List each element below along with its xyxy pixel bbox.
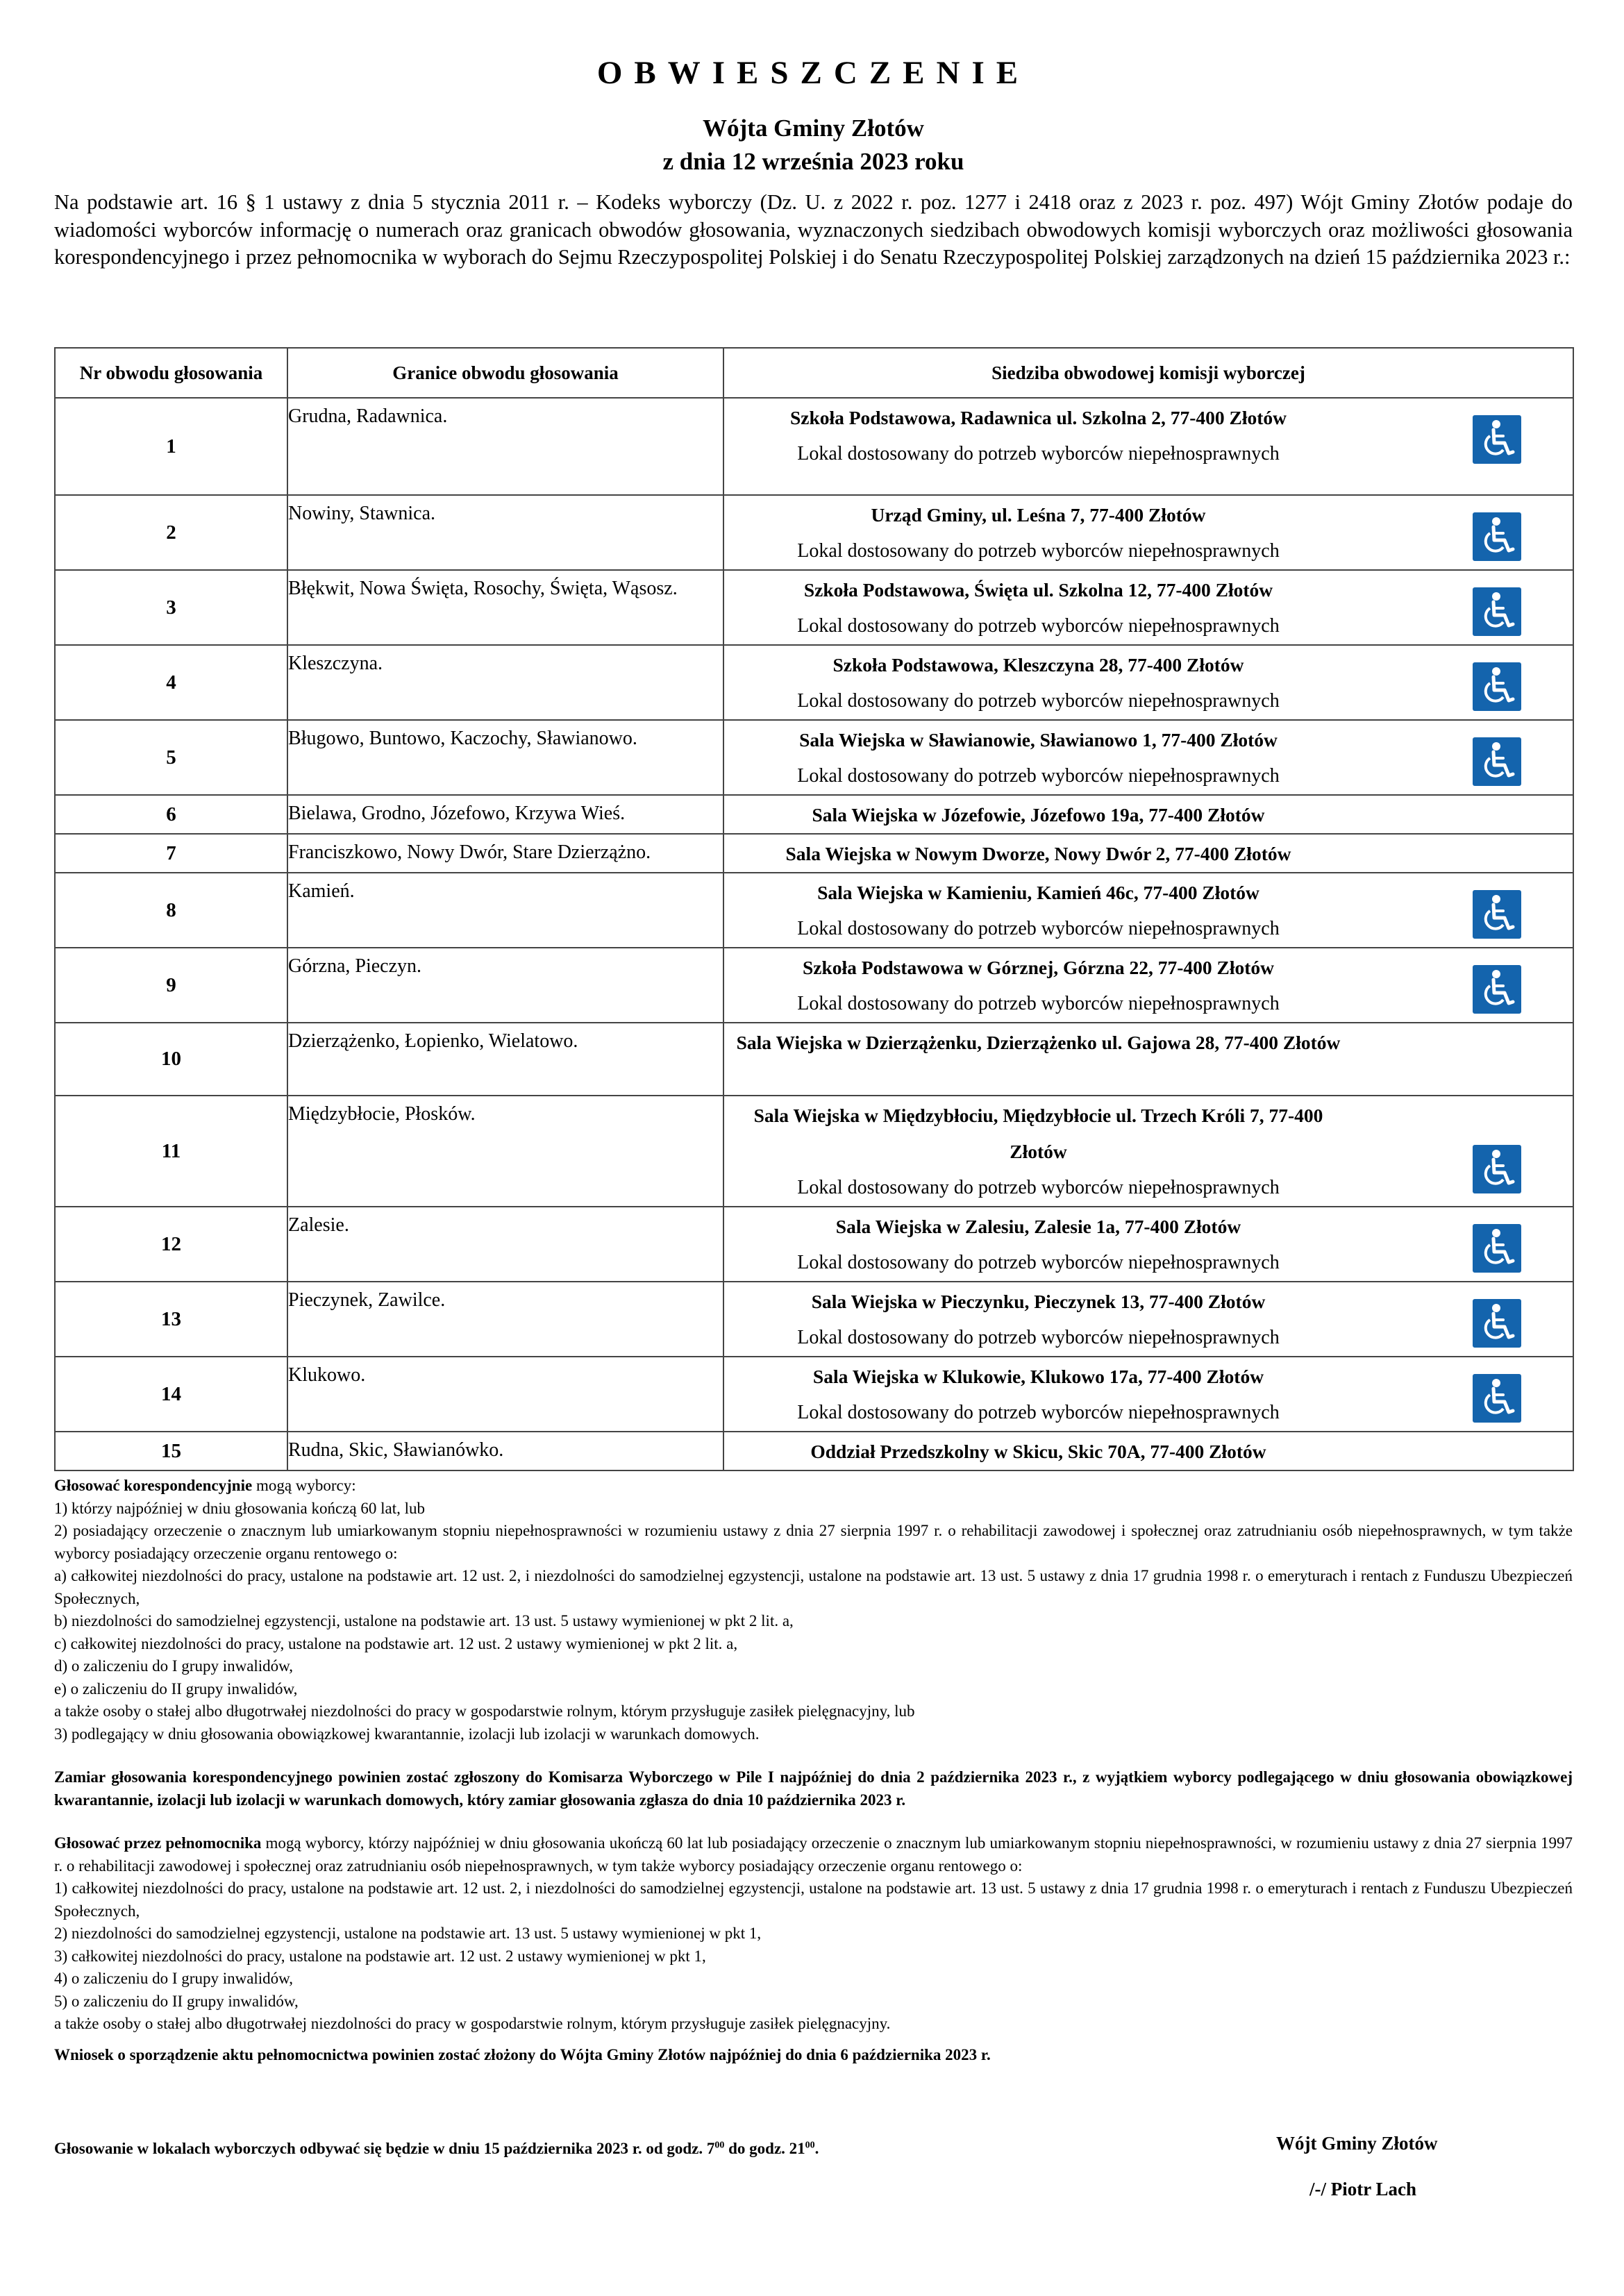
- list-item: 5) o zaliczeniu do II grupy inwalidów,: [54, 1992, 299, 2010]
- boundaries-text: Nowiny, Stawnica.: [288, 503, 436, 524]
- boundaries-text: Dzierzążenko, Łopienko, Wielatowo.: [288, 1030, 578, 1052]
- boundaries-text: Kamień.: [288, 880, 355, 902]
- district-boundaries: [287, 795, 723, 834]
- commission-seat: [723, 873, 1573, 948]
- accessibility-note: Lokal dostosowany do potrzeb wyborców niepełnosprawnych: [797, 765, 1280, 787]
- boundaries-text: Pieczynek, Zawilce.: [288, 1289, 446, 1311]
- district-number: 2: [55, 495, 287, 570]
- table-row: [55, 873, 1573, 948]
- voting-hours: Głosowanie w lokalach wyborczych odbywać się będzie w dniu 15 października 2023 r. od godz. $7^{00}$ do godz. $21^{00}$.: [54, 2140, 819, 2157]
- korespondencyjne-lead: Głosować korespondencyjnie mogą wyborcy:: [54, 1477, 356, 1494]
- header-nr: Nr obwodu głosowania: [55, 348, 287, 398]
- district-boundaries: [287, 645, 723, 720]
- wheelchair-icon: [1473, 1224, 1521, 1273]
- accessibility-note: Lokal dostosowany do potrzeb wyborców niepełnosprawnych: [797, 443, 1280, 464]
- seat-address: Sala Wiejska w Zalesiu, Zalesie 1a, 77-400 Złotów: [835, 1216, 1241, 1237]
- district-boundaries: [287, 1432, 723, 1470]
- table-row: [55, 1282, 1573, 1357]
- boundaries-text: Klukowo.: [288, 1364, 366, 1386]
- list-item: 3) podlegający w dniu głosowania obowiązkowej kwarantannie, izolacji lub izolacji w warunkach domowych.: [54, 1725, 760, 1743]
- list-item: d) o zaliczeniu do I grupy inwalidów,: [54, 1657, 294, 1675]
- district-boundaries: [287, 1357, 723, 1432]
- district-number: 10: [55, 1023, 287, 1096]
- accessibility-note: Lokal dostosowany do potrzeb wyborców niepełnosprawnych: [797, 540, 1280, 562]
- list-item: 2) niezdolności do samodzielnej egzystencji, ustalone na podstawie art. 13 ust. 5 ustawy wymienionej w pkt 1,: [54, 1925, 762, 1942]
- header-siedziba: Siedziba obwodowej komisji wyborczej: [723, 348, 1573, 398]
- wheelchair-icon: [1473, 512, 1521, 561]
- list-item: 4) o zaliczeniu do I grupy inwalidów,: [54, 1970, 294, 1987]
- district-number: 4: [55, 645, 287, 720]
- district-number: 15: [55, 1432, 287, 1470]
- document-title: OBWIESZCZENIE: [596, 55, 1030, 91]
- signature-title: Wójt Gminy Złotów: [1276, 2133, 1438, 2154]
- table-row: [55, 1096, 1573, 1207]
- seat-address: Sala Wiejska w Dzierzążenku, Dzierzążenko ul. Gajowa 28, 77-400 Złotów: [736, 1032, 1341, 1053]
- seat-address: Szkoła Podstawowa, Radawnica ul. Szkolna 2, 77-400 Złotów: [789, 407, 1287, 428]
- district-boundaries: [287, 1282, 723, 1357]
- commission-seat: [723, 1207, 1573, 1282]
- district-boundaries: [287, 570, 723, 645]
- commission-seat: [723, 948, 1573, 1023]
- accessibility-note: Lokal dostosowany do potrzeb wyborców niepełnosprawnych: [797, 993, 1280, 1014]
- boundaries-text: Kleszczyna.: [288, 653, 383, 674]
- seat-address: Urząd Gminy, ul. Leśna 7, 77-400 Złotów: [871, 504, 1206, 526]
- district-boundaries: [287, 398, 723, 495]
- seat-address: Sala Wiejska w Sławianowie, Sławianowo 1, 77-400 Złotów: [799, 729, 1278, 751]
- boundaries-text: Międzybłocie, Płosków.: [288, 1103, 476, 1125]
- boundaries-text: Górzna, Pieczyn.: [288, 955, 422, 977]
- district-number: 14: [55, 1357, 287, 1432]
- table-row: [55, 795, 1573, 834]
- seat-address: Sala Wiejska w Kamieniu, Kamień 46c, 77-400 Złotów: [817, 882, 1259, 903]
- list-item: 1) którzy najpóźniej w dniu głosowania kończą 60 lat, lub: [54, 1499, 425, 1517]
- commission-seat: [723, 1432, 1573, 1470]
- table-row: [55, 1023, 1573, 1096]
- issuer-line: Wójta Gminy Złotów: [703, 115, 924, 142]
- list-item: 2) posiadający orzeczenie o znacznym lub umiarkowanym stopniu niepełnosprawności w rozumieniu ustawy z dnia 27 sierpnia 1997 r. o rehabilitacji zawodowej i społecznej oraz zatrudnianiu osób niepełnosprawnych, w tym także wyborcy posiadający orzeczenie organu rentowego o:: [54, 1522, 1573, 1562]
- wheelchair-icon: [1473, 415, 1521, 464]
- table-row: [55, 1357, 1573, 1432]
- accessibility-note: Lokal dostosowany do potrzeb wyborców niepełnosprawnych: [797, 1402, 1280, 1423]
- commission-seat: [723, 495, 1573, 570]
- commission-seat: [723, 645, 1573, 720]
- wheelchair-icon: [1473, 737, 1521, 786]
- seat-address: Szkoła Podstawowa, Kleszczyna 28, 77-400 Złotów: [832, 654, 1244, 676]
- district-boundaries: [287, 873, 723, 948]
- district-number: 8: [55, 873, 287, 948]
- accessibility-note: Lokal dostosowany do potrzeb wyborców niepełnosprawnych: [797, 918, 1280, 939]
- header-granice: Granice obwodu głosowania: [287, 348, 723, 398]
- commission-seat: [723, 398, 1573, 495]
- seat-address: Oddział Przedszkolny w Skicu, Skic 70A, 77-400 Złotów: [810, 1441, 1266, 1462]
- boundaries-text: Rudna, Skic, Sławianówko.: [288, 1439, 504, 1461]
- district-boundaries: [287, 1096, 723, 1207]
- date-line: z dnia 12 września 2023 roku: [662, 148, 964, 175]
- wheelchair-icon: [1473, 1299, 1521, 1348]
- district-boundaries: [287, 720, 723, 795]
- seat-address: Sala Wiejska w Józefowie, Józefowo 19a, 77-400 Złotów: [812, 804, 1265, 826]
- commission-seat: [723, 720, 1573, 795]
- intro-paragraph: Na podstawie art. 16 § 1 ustawy z dnia 5 stycznia 2011 r. – Kodeks wyborczy (Dz. U. z 2022 r. poz. 1277 i 2418 oraz z 2023 r. poz. 497) Wójt Gminy Złotów podaje do wiadomości wyborców informację o numerach oraz granicach obwodów głosowania, wyznaczonych siedzibach obwodowych komisji wyborczych oraz możliwości głosowania korespondencyjnego i przez pełnomocnika w wyborach do Sejmu Rzeczypospolitej Polskiej i do Senatu Rzeczypospolitej Polskiej zarządzonych na dzień 15 października 2023 r.:: [54, 190, 1573, 269]
- district-number: 9: [55, 948, 287, 1023]
- commission-seat: [723, 1357, 1573, 1432]
- table-row: [55, 398, 1573, 495]
- korespondencyjne-list: [54, 1498, 1573, 1746]
- district-number: 1: [55, 398, 287, 495]
- commission-seat: [723, 570, 1573, 645]
- list-item: 3) całkowitej niezdolności do pracy, ustalone na podstawie art. 12 ust. 2 ustawy wymienionej w pkt 1,: [54, 1947, 706, 1965]
- district-boundaries: [287, 1023, 723, 1096]
- seat-address: Sala Wiejska w Międzybłociu, Międzybłocie ul. Trzech Króli 7, 77-400 Złotów: [753, 1105, 1323, 1162]
- wheelchair-icon: [1473, 890, 1521, 939]
- signature-name: /-/ Piotr Lach: [1309, 2179, 1416, 2199]
- district-number: 3: [55, 570, 287, 645]
- seat-address: Sala Wiejska w Nowym Dworze, Nowy Dwór 2, 77-400 Złotów: [785, 843, 1291, 864]
- district-boundaries: [287, 495, 723, 570]
- table-row: [55, 720, 1573, 795]
- boundaries-text: Bielawa, Grodno, Józefowo, Krzywa Wieś.: [288, 803, 626, 824]
- table-row: [55, 1207, 1573, 1282]
- wheelchair-icon: [1473, 587, 1521, 636]
- district-number: 12: [55, 1207, 287, 1282]
- wheelchair-icon: [1473, 965, 1521, 1014]
- district-boundaries: [287, 948, 723, 1023]
- commission-seat: [723, 834, 1573, 873]
- list-item: a także osoby o stałej albo długotrwałej niezdolności do pracy w gospodarstwie rolnym, którym przysługuje zasiłek pielęgnacyjny, lub: [54, 1702, 915, 1720]
- seat-address: Sala Wiejska w Klukowie, Klukowo 17a, 77-400 Złotów: [812, 1366, 1264, 1387]
- table-row: [55, 834, 1573, 873]
- district-number: 6: [55, 795, 287, 834]
- seat-address: Sala Wiejska w Pieczynku, Pieczynek 13, 77-400 Złotów: [811, 1291, 1266, 1312]
- table-header-row: [55, 348, 1573, 398]
- pelnomocnik-list: [54, 1877, 1573, 2036]
- boundaries-text: Bługowo, Buntowo, Kaczochy, Sławianowo.: [288, 728, 637, 749]
- boundaries-text: Grudna, Radawnica.: [288, 405, 448, 427]
- district-number: 5: [55, 720, 287, 795]
- accessibility-note: Lokal dostosowany do potrzeb wyborców niepełnosprawnych: [797, 690, 1280, 712]
- accessibility-note: Lokal dostosowany do potrzeb wyborców niepełnosprawnych: [797, 615, 1280, 637]
- notes-section: [54, 1475, 1573, 2066]
- list-item: e) o zaliczeniu do II grupy inwalidów,: [54, 1679, 298, 1698]
- accessibility-note: Lokal dostosowany do potrzeb wyborców niepełnosprawnych: [797, 1177, 1280, 1198]
- boundaries-text: Zalesie.: [288, 1214, 349, 1236]
- wheelchair-icon: [1473, 662, 1521, 711]
- district-number: 13: [55, 1282, 287, 1357]
- commission-seat: [723, 1023, 1573, 1096]
- table-row: [55, 495, 1573, 570]
- districts-table: [54, 347, 1574, 1471]
- pelnomocnik-lead: Głosować przez pełnomocnika mogą wyborcy, którzy najpóźniej w dniu głosowania ukończą 60 lat lub posiadający orzeczenie o znacznym lub umiarkowanym stopniu niepełnosprawności, w rozumieniu ustawy z dnia 27 sierpnia 1997 r. o rehabilitacji zawodowej i społecznej oraz zatrudnianiu osób niepełnosprawnych, w tym także wyborcy posiadający orzeczenie organu rentowego o:: [54, 1834, 1573, 1875]
- seat-address: Szkoła Podstawowa w Górznej, Górzna 22, 77-400 Złotów: [802, 957, 1275, 978]
- table-row: [55, 570, 1573, 645]
- commission-seat: [723, 795, 1573, 834]
- commission-seat: [723, 1096, 1573, 1207]
- zamiar-paragraph: Zamiar głosowania korespondencyjnego powinien zostać zgłoszony do Komisarza Wyborczego w Pile I najpóźniej do dnia 2 października 2023 r., z wyjątkiem wyborcy podlegającego w dniu głosowania obowiązkowej kwarantannie, izolacji lub izolacji w warunkach domowych, który zamiar głosowania zgłasza do dnia 10 października 2023 r.: [54, 1768, 1573, 1809]
- table-row: [55, 645, 1573, 720]
- list-item: c) całkowitej niezdolności do pracy, ustalone na podstawie art. 12 ust. 2 ustawy wymienionej w pkt 2 lit. a,: [54, 1634, 738, 1652]
- table-row: [55, 948, 1573, 1023]
- district-boundaries: [287, 834, 723, 873]
- wniosek-paragraph: Wniosek o sporządzenie aktu pełnomocnictwa powinien zostać złożony do Wójta Gminy Złotów najpóźniej do dnia 6 października 2023 r.: [54, 2045, 991, 2063]
- seat-address: Szkoła Podstawowa, Święta ul. Szkolna 12, 77-400 Złotów: [803, 579, 1273, 601]
- table-row: [55, 1432, 1573, 1470]
- commission-seat: [723, 1282, 1573, 1357]
- wheelchair-icon: [1473, 1145, 1521, 1193]
- list-item: a) całkowitej niezdolności do pracy, ustalone na podstawie art. 12 ust. 2, i niezdolności do samodzielnej egzystencji, ustalone na podstawie art. 13 ust. 5 ustawy z dnia 17 grudnia 1998 r. o emeryturach i rentach z Funduszu Ubezpieczeń Społecznych,: [54, 1567, 1573, 1607]
- list-item: b) niezdolności do samodzielnej egzystencji, ustalone na podstawie art. 13 ust. 5 ustawy wymienionej w pkt 2 lit. a,: [54, 1612, 794, 1629]
- district-boundaries: [287, 1207, 723, 1282]
- district-number: 7: [55, 834, 287, 873]
- boundaries-text: Błękwit, Nowa Święta, Rosochy, Święta, Wąsosz.: [288, 578, 678, 599]
- boundaries-text: Franciszkowo, Nowy Dwór, Stare Dzierzążno.: [288, 841, 651, 863]
- accessibility-note: Lokal dostosowany do potrzeb wyborców niepełnosprawnych: [797, 1327, 1280, 1348]
- list-item: 1) całkowitej niezdolności do pracy, ustalone na podstawie art. 12 ust. 2, i niezdolności do samodzielnej egzystencji, ustalone na podstawie art. 13 ust. 5 ustawy z dnia 17 grudnia 1998 r. o emeryturach i rentach z Funduszu Ubezpieczeń Społecznych,: [54, 1879, 1573, 1920]
- list-item: a także osoby o stałej albo długotrwałej niezdolności do pracy w gospodarstwie rolnym, którym przysługuje zasiłek pielęgnacyjny.: [54, 2015, 891, 2032]
- district-number: 11: [55, 1096, 287, 1207]
- wheelchair-icon: [1473, 1374, 1521, 1423]
- accessibility-note: Lokal dostosowany do potrzeb wyborców niepełnosprawnych: [797, 1252, 1280, 1273]
